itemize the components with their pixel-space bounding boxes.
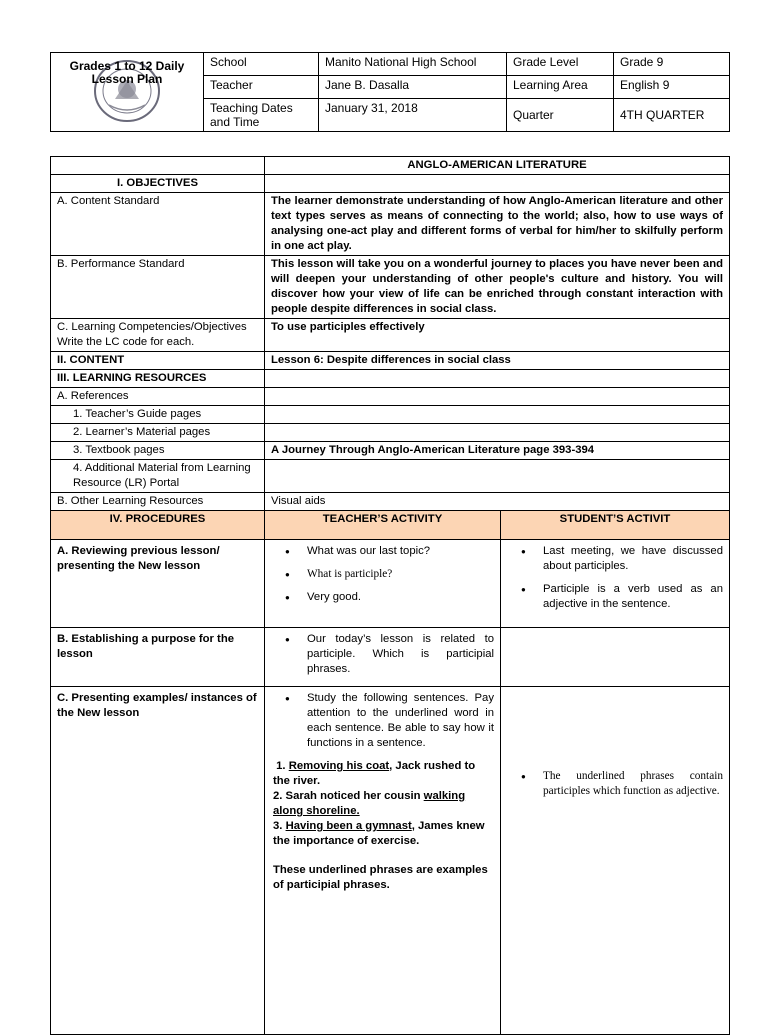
performance-standard-label: B. Performance Standard (51, 256, 265, 319)
teaching-dates-value: January 31, 2018 (319, 99, 507, 132)
underlined-phrase: Removing his coat (288, 760, 390, 772)
step-a-label: A. Reviewing previous lesson/ presenting the New lesson (51, 540, 265, 628)
competencies-label: C. Learning Competencies/Objectives Write the LC code for each. (51, 319, 265, 352)
teacher-label: Teacher (204, 76, 319, 99)
references-blank (265, 388, 730, 406)
example-2: 2. Sarah noticed her cousin walking along shoreline. (273, 790, 466, 817)
content-heading: II. CONTENT (51, 352, 265, 370)
subject-title: ANGLO-AMERICAN LITERATURE (265, 157, 730, 175)
content-standard-label: A. Content Standard (51, 193, 265, 256)
objectives-blank (265, 175, 730, 193)
header-table (50, 52, 730, 132)
step-a-student (501, 540, 730, 628)
learning-resources-heading: III. LEARNING RESOURCES (51, 370, 265, 388)
grade-level-value: Grade 9 (614, 53, 730, 76)
teaching-dates-label: Teaching Dates and Time (204, 99, 319, 132)
content-text: Lesson 6: Despite differences in social class (265, 352, 730, 370)
step-b-teacher (265, 628, 501, 687)
list-item: ● What was our last topic? (271, 544, 494, 559)
other-resources-label: B. Other Learning Resources (51, 493, 265, 511)
underlined-phrase: walking along shoreline. (273, 790, 466, 817)
competencies-text: To use participles effectively (265, 319, 730, 352)
learners-material-label: 2. Learner’s Material pages (51, 424, 265, 442)
teacher-activity-heading: TEACHER’S ACTIVITY (265, 511, 501, 540)
teachers-guide-value (265, 406, 730, 424)
teacher-value: Jane B. Dasalla (319, 76, 507, 99)
step-c-student (501, 687, 730, 1035)
additional-material-value (265, 460, 730, 493)
step-a-teacher (265, 540, 501, 628)
school-value: Manito National High School (319, 53, 507, 76)
additional-material-label: 4. Additional Material from Learning Resource (LR) Portal (51, 460, 265, 493)
list-item: ● Our today’s lesson is related to participle. Which is participial phrases. (271, 632, 494, 677)
objectives-heading: I. OBJECTIVES (51, 175, 265, 193)
example-1: 1. Removing his coat, Jack rushed to the river. (273, 760, 476, 787)
lesson-plan-table (50, 156, 730, 1035)
blank-cell (51, 157, 265, 175)
list-item: ● Study the following sentences. Pay attention to the underlined word in each sentence. Be able to say how it functions in a sentence. (271, 691, 494, 751)
textbook-text: A Journey Through Anglo-American Literature page 393-394 (265, 442, 730, 460)
resources-blank (265, 370, 730, 388)
list-item: ● Participle is a verb used as an adjective in the sentence. (507, 582, 723, 612)
quarter-value: 4TH QUARTER (614, 99, 730, 132)
procedures-heading: IV. PROCEDURES (51, 511, 265, 540)
step-b-student (501, 628, 730, 687)
content-standard-text: The learner demonstrate understanding of how Anglo-American literature and other text types serves as means of connecting to the world; also, how to use ways of analysing one-act play and different forms of verbal for him/her to skilfully perform in one act play. (265, 193, 730, 256)
school-label: School (204, 53, 319, 76)
example-3: 3. Having been a gymnast, James knew the importance of exercise. (273, 820, 485, 847)
textbook-label: 3. Textbook pages (51, 442, 265, 460)
list-item: ● What is participle? (271, 567, 494, 582)
student-activity-heading: STUDENT’S ACTIVIT (501, 511, 730, 540)
examples-block (271, 759, 494, 893)
other-resources-text: Visual aids (265, 493, 730, 511)
grade-level-label: Grade Level (507, 53, 614, 76)
references-label: A. References (51, 388, 265, 406)
quarter-label: Quarter (507, 99, 614, 132)
step-c-teacher (265, 687, 501, 1035)
performance-standard-text: This lesson will take you on a wonderful journey to places you have never been and will deepen your understanding of other people's culture and history. You will discover how your view of life can be enriched through constant interaction with people despite differences in social class. (265, 256, 730, 319)
learning-area-value: English 9 (614, 76, 730, 99)
logo-cell (51, 53, 204, 132)
learners-material-value (265, 424, 730, 442)
step-b-label: B. Establishing a purpose for the lesson (51, 628, 265, 687)
examples-note: These underlined phrases are examples of participial phrases. (273, 864, 488, 891)
list-item: ● The underlined phrases contain participles which function as adjective. (507, 769, 723, 799)
underlined-phrase: Having been a gymnast (285, 820, 412, 832)
list-item: ● Last meeting, we have discussed about participles. (507, 544, 723, 574)
step-c-label: C. Presenting examples/ instances of the New lesson (51, 687, 265, 1035)
learning-area-label: Learning Area (507, 76, 614, 99)
teachers-guide-label: 1. Teacher’s Guide pages (51, 406, 265, 424)
dlp-title: Grades 1 to 12 Daily Lesson Plan (69, 59, 185, 86)
list-item: ● Very good. (271, 590, 494, 605)
